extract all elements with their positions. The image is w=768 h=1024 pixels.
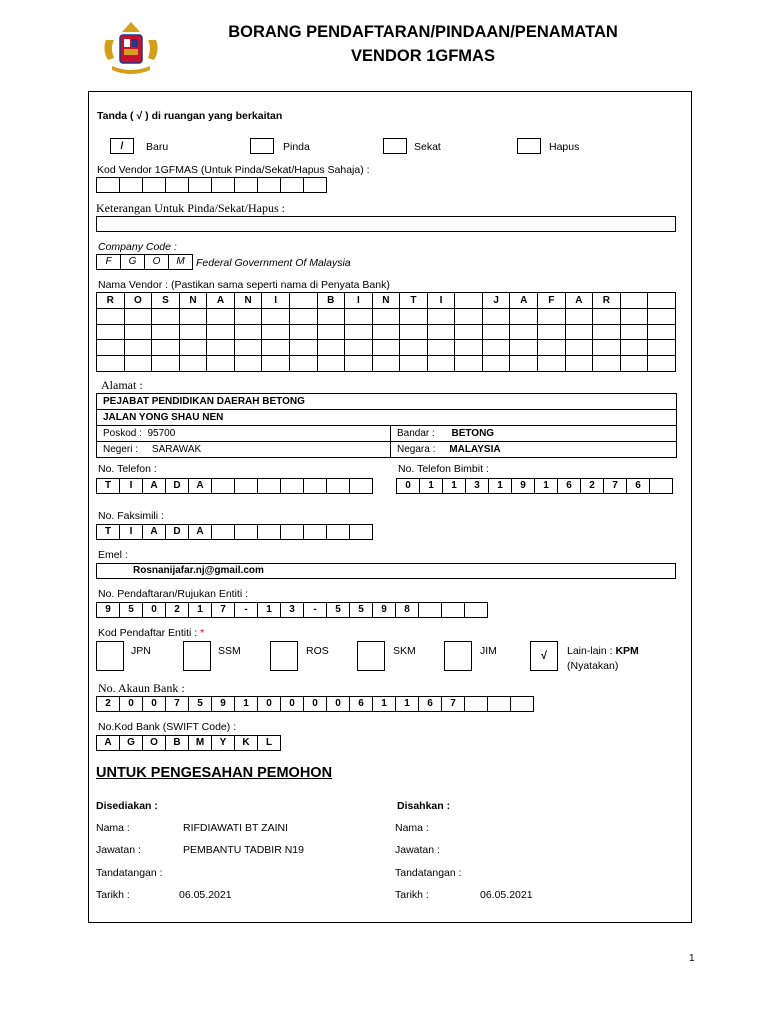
telefon-label: No. Telefon : <box>98 463 157 475</box>
bimbit-label: No. Telefon Bimbit : <box>398 463 489 475</box>
entity-lain-value: KPM <box>615 645 639 657</box>
nama-vendor-cell: F <box>538 293 566 309</box>
kod-entiti-label-text: Kod Pendaftar Entiti : <box>98 627 198 639</box>
kod-vendor-input[interactable] <box>96 177 327 193</box>
entity-lain-label-text: Lain-lain : <box>567 645 613 657</box>
nama-vendor-cell: I <box>345 293 373 309</box>
company-name: Federal Government Of Malaysia <box>196 257 351 269</box>
nama-vendor-cell: A <box>510 293 538 309</box>
entity-jpn-checkbox[interactable] <box>96 641 124 671</box>
keterangan-input[interactable] <box>96 216 676 232</box>
alamat-label: Alamat : <box>101 378 143 392</box>
entity-jim-checkbox[interactable] <box>444 641 472 671</box>
swift-input[interactable]: A G O B M Y K L <box>96 735 281 751</box>
right-jawatan-label: Jawatan : <box>395 844 440 856</box>
bandar-label: Bandar : <box>397 428 435 439</box>
nama-vendor-row <box>97 356 676 372</box>
entity-ros-label: ROS <box>306 645 329 657</box>
akaun-input[interactable]: 2 0 0 7 5 9 1 0 0 0 0 6 1 1 6 7 <box>96 696 534 712</box>
nama-vendor-cell: R <box>97 293 125 309</box>
address-line1: PEJABAT PENDIDIKAN DAERAH BETONG <box>97 394 677 410</box>
nama-vendor-cell: N <box>234 293 262 309</box>
right-nama-label: Nama : <box>395 822 429 834</box>
company-code-cells <box>96 254 193 270</box>
nama-vendor-cell <box>620 293 648 309</box>
nama-vendor-cell: I <box>262 293 290 309</box>
nama-vendor-cell: J <box>482 293 510 309</box>
nama-vendor-cell: O <box>124 293 152 309</box>
negara-value: MALAYSIA <box>449 444 501 455</box>
emel-input[interactable]: Rosnanijafar.nj@gmail.com <box>96 563 676 579</box>
left-tarikh-value: 06.05.2021 <box>179 889 232 901</box>
nama-vendor-cell: A <box>565 293 593 309</box>
coat-of-arms-logo <box>98 18 164 78</box>
nama-vendor-cell: B <box>317 293 345 309</box>
address-line2: JALAN YONG SHAU NEN <box>97 410 677 426</box>
nama-vendor-cell: A <box>207 293 235 309</box>
entity-ssm-label: SSM <box>218 645 241 657</box>
nama-vendor-cell: T <box>400 293 428 309</box>
nama-vendor-label: Nama Vendor : (Pastikan sama seperti nama di Penyata Bank) <box>98 279 390 291</box>
left-nama-label: Nama : <box>96 822 130 834</box>
entity-lain-label <box>567 645 639 657</box>
kod-vendor-label: Kod Vendor 1GFMAS (Untuk Pinda/Sekat/Hapus Sahaja) : <box>97 164 370 176</box>
address-table <box>96 393 677 458</box>
nama-vendor-row <box>97 293 676 309</box>
left-jawatan-value: PEMBANTU TADBIR N19 <box>183 844 304 856</box>
telefon-input[interactable]: T I A D A <box>96 478 373 494</box>
entity-skm-checkbox[interactable] <box>357 641 385 671</box>
bandar-value: BETONG <box>451 428 495 439</box>
entity-ssm-checkbox[interactable] <box>183 641 211 671</box>
negeri-label: Negeri : <box>103 444 139 455</box>
form-title-line2: VENDOR 1GFMAS <box>351 47 495 65</box>
nama-vendor-cell <box>455 293 483 309</box>
negeri-value: SARAWAK <box>151 444 202 455</box>
page-number: 1 <box>689 953 695 964</box>
company-code-cell: F <box>97 255 121 269</box>
swift-label: No.Kod Bank (SWIFT Code) : <box>98 721 237 733</box>
pendaftaran-input[interactable]: 9 5 0 2 1 7 - 1 3 - 5 5 9 8 <box>96 602 488 618</box>
right-tarikh-label: Tarikh : <box>395 889 429 901</box>
kod-entiti-label <box>98 627 204 639</box>
entity-skm-label: SKM <box>393 645 416 657</box>
keterangan-label: Keterangan Untuk Pinda/Sekat/Hapus : <box>96 201 285 215</box>
company-code-cell: O <box>145 255 169 269</box>
bimbit-input[interactable]: 0 1 1 3 1 9 1 6 2 7 6 <box>396 478 673 494</box>
left-nama-value: RIFDIAWATI BT ZAINI <box>183 822 288 834</box>
entity-lain-checkbox[interactable]: √ <box>530 641 558 671</box>
nama-vendor-cell: N <box>372 293 400 309</box>
entity-jpn-label: JPN <box>131 645 151 657</box>
form-title-line1: BORANG PENDAFTARAN/PINDAAN/PENAMATAN <box>228 23 618 41</box>
entity-lain-note: (Nyatakan) <box>567 660 619 672</box>
poskod-label: Poskod : <box>103 428 142 439</box>
option-hapus-checkbox[interactable] <box>517 138 541 154</box>
company-code-cell: G <box>121 255 145 269</box>
nama-vendor-cell: S <box>152 293 180 309</box>
right-tandatangan-label: Tandatangan : <box>395 867 462 879</box>
emel-label: Emel : <box>98 549 128 561</box>
required-asterisk: * <box>200 627 205 639</box>
disediakan-label: Disediakan : <box>96 800 158 812</box>
nama-vendor-cell <box>289 293 317 309</box>
right-tarikh-value: 06.05.2021 <box>480 889 533 901</box>
option-sekat-label: Sekat <box>414 141 441 153</box>
entity-ros-checkbox[interactable] <box>270 641 298 671</box>
faksimili-input[interactable]: T I A D A <box>96 524 373 540</box>
faksimili-label: No. Faksimili : <box>98 510 164 522</box>
company-code-label: Company Code : <box>98 241 177 253</box>
option-baru-label: Baru <box>146 141 169 153</box>
company-code-cell: M <box>169 255 193 269</box>
nama-vendor-cell <box>648 293 676 309</box>
negara-label: Negara : <box>397 444 436 455</box>
pendaftaran-label: No. Pendaftaran/Rujukan Entiti : <box>98 588 249 600</box>
approval-heading: UNTUK PENGESAHAN PEMOHON <box>96 765 333 781</box>
nama-vendor-row <box>97 324 676 340</box>
instruction-text: Tanda ( √ ) di ruangan yang berkaitan <box>97 110 283 122</box>
disahkan-label: Disahkan : <box>397 800 451 812</box>
option-hapus-label: Hapus <box>549 141 580 153</box>
nama-vendor-cell: R <box>593 293 621 309</box>
nama-vendor-cell: N <box>179 293 207 309</box>
nama-vendor-grid[interactable] <box>96 292 676 372</box>
nama-vendor-row <box>97 340 676 356</box>
akaun-label: No. Akaun Bank : <box>98 681 185 695</box>
option-baru-checkbox[interactable]: / <box>110 138 134 154</box>
option-sekat-checkbox[interactable] <box>383 138 407 154</box>
option-pinda-label: Pinda <box>283 141 310 153</box>
left-tandatangan-label: Tandatangan : <box>96 867 163 879</box>
option-pinda-checkbox[interactable] <box>250 138 274 154</box>
left-tarikh-label: Tarikh : <box>96 889 130 901</box>
entity-jim-label: JIM <box>480 645 497 657</box>
nama-vendor-row <box>97 308 676 324</box>
poskod-value: 95700 <box>147 428 176 439</box>
left-jawatan-label: Jawatan : <box>96 844 141 856</box>
nama-vendor-cell: I <box>427 293 455 309</box>
